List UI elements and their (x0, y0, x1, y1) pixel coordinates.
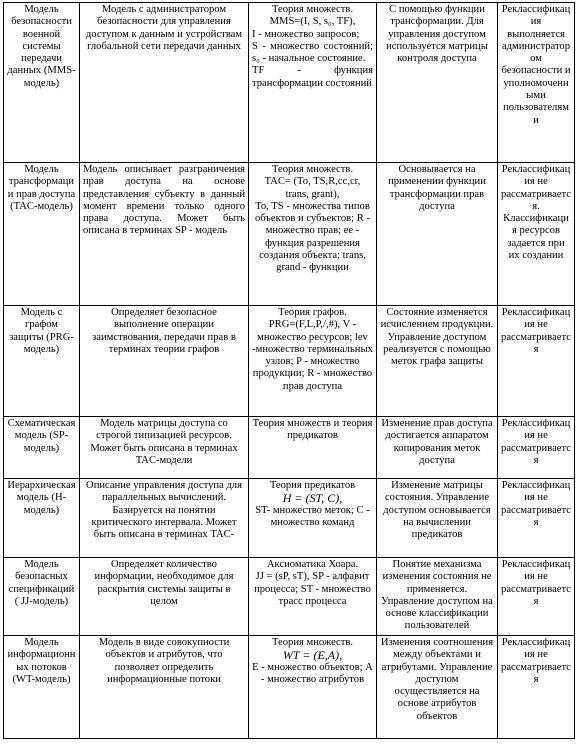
basis-cell: Теория предикатов H = (ST, C), ST- множество меток; C - множество команд (249, 479, 377, 558)
table-row (4, 163, 575, 306)
basis-cell: Аксиоматика Хоара. JJ = (sP, sT), SP - алфавит процесса; ST - множество трасс процесса (249, 558, 377, 636)
description-cell: Определяет безопасное выполнение операции заимствования, передачи прав в терминах теории графов (80, 306, 249, 417)
reclassification-cell: Реклассификация не рассматривается (498, 479, 575, 558)
reclassification-cell: Реклассификация выполняется администратором безопасности и уполномоченными пользователями (498, 3, 575, 163)
description-cell: Описание управления доступа для параллельных вычислений. Базируется на понятии критического интервала. Может быть описана в терминах TAC- (80, 479, 249, 558)
model-name-cell: Модель безопасных спецификаций ( JJ-модель) (4, 558, 80, 636)
reclassification-cell: Реклассификация не рассматривается (498, 636, 575, 739)
model-name-cell: Модель с графом защиты (PRG-модель) (4, 306, 80, 417)
basis-cell: Теория множеств. TAC= (To, TS,R,cc,cr, trans, grant), To, TS - множества типов объектов и субъектов; R - множество прав; ee - функция разрешения создания объекта; trans, grand - функции (249, 163, 377, 306)
model-name-cell: Модель безопасности военной системы передачи данных (MMS-модель) (4, 3, 80, 163)
table-row (4, 636, 575, 739)
table-row (4, 417, 575, 479)
description-cell: Модель с администратором безопасности для управления доступом к данным и устройствам глобальной сети передачи данных (80, 3, 249, 163)
models-table (3, 2, 575, 739)
table-row (4, 3, 575, 163)
reclassification-cell: Реклассификация не рассматривается (498, 306, 575, 417)
description-cell: Модель описывает разграничения прав доступа на основе представления субъекту в данный момент времени только одного права доступа. Может быть описана в терминах SP - модель (80, 163, 249, 306)
reclassification-cell: Реклассификация не рассматривается (498, 558, 575, 636)
model-name-cell: Модель информационных потоков (WT-модель) (4, 636, 80, 739)
basis-cell: Теория множеств. MMS=(I, S, s₀, TF), I - множество запросов; S - множество состояний; s₀ - начальное состояние. TF - функция трансформации состояний (249, 3, 377, 163)
basis-cell: Теория множеств и теория предикатов (249, 417, 377, 479)
table-row (4, 558, 575, 636)
basis-cell: Теория графов. PRG=(F,L,P,/,#), V - множество ресурсов; lev -множество терминальных узлов; P - множество продукции; R - множество прав доступа (249, 306, 377, 417)
model-name-cell: Иерархическая модель (H-модель) (4, 479, 80, 558)
description-cell: Модель матрицы доступа со строгой типизацией ресурсов. Может быть описана в терминах TAC-модели (80, 417, 249, 479)
description-cell: Модель в виде совокупности объектов и атрибутов, что позволяет определить информационные потоки (80, 636, 249, 739)
table-row (4, 306, 575, 417)
reclassification-cell: Реклассификация не рассматривается. Классификация ресурсов задается при их создании (498, 163, 575, 306)
access-cell: Изменения соотношения между объектами и атрибутами. Управление доступом осуществляется на основе атрибутов объектов (377, 636, 498, 739)
table-row (4, 479, 575, 558)
access-cell: Состояние изменяется исчислением продукции. Управление доступом реализуется с помощью меток графа защиты (377, 306, 498, 417)
access-cell: Основывается на применении функции трансформации прав доступа (377, 163, 498, 306)
access-cell: Понятие механизма изменения состояния не применяется. Управление доступом на основе классификации пользователей (377, 558, 498, 636)
model-name-cell: Схематическая модель (SP-модель) (4, 417, 80, 479)
model-name-cell: Модель трансформации прав доступа (TAC-модель) (4, 163, 80, 306)
basis-cell: Теория множеств. WT = (E,A), E - множество объектов; A - множество атрибутов (249, 636, 377, 739)
reclassification-cell: Реклассификация не рассматривается (498, 417, 575, 479)
access-cell: Изменение матрицы состояния. Управление доступом основывается на вычислении предикатов (377, 479, 498, 558)
description-cell: Определяет количество информации, необходимое для раскрытия системы защиты в целом (80, 558, 249, 636)
access-cell: С помощью функции трансформации. Для управления доступом используется матрицы контроля доступа (377, 3, 498, 163)
access-cell: Изменение прав доступа достигается аппаратом копирования меток доступа (377, 417, 498, 479)
